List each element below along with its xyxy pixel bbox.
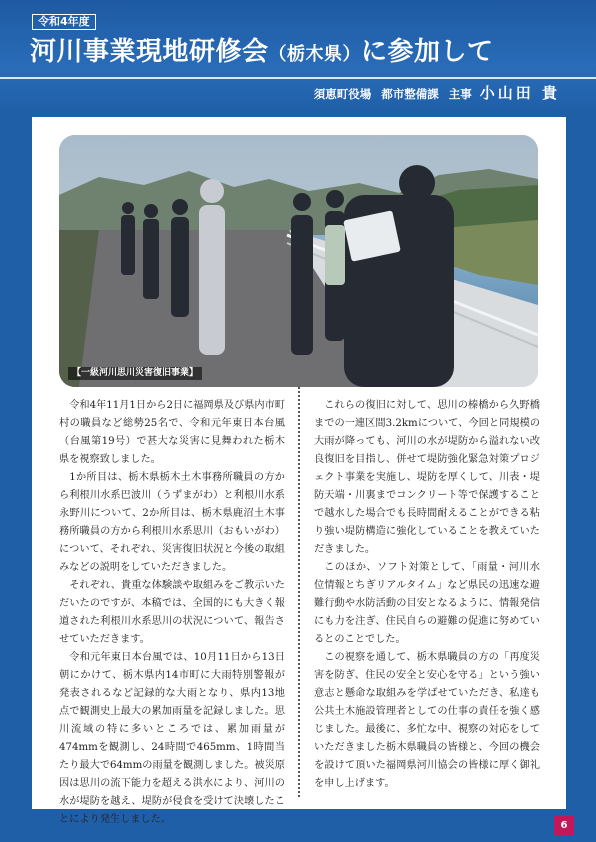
column-divider (298, 387, 300, 797)
author-line (314, 83, 560, 104)
year-badge: 令和4年度 (32, 14, 96, 30)
body-column-right (314, 397, 540, 793)
paragraph: 令和元年東日本台風では、10月11日から13日朝にかけて、栃木県内14市町に大雨特別警報が発表されるなど記録的な大雨となり、県内13地点で観測史上最大の累加雨量を記録しました。思川流域の特に多いところでは、累加雨量が474mmを観測し、24時間で465mm、1時間当たり最大で64mmの雨量を観測しました。被災原因は思川の流下能力を超える洪水により、河川の水が堤防を越え、堤防が侵食を受けて決壊したことにより発生しました。 (59, 652, 285, 825)
header-rule (0, 77, 596, 79)
photo-caption: 【一級河川思川災害復旧事業】 (68, 367, 202, 380)
article-card (32, 117, 566, 825)
paragraph: このほか、ソフト対策として、「雨量・河川水位情報とちぎリアルタイム」など県民の迅速な避難行動や水防活動の目安となるように、情報発信にも力を注ぎ、住民自らの避難の促進に努めているとのことでした。 (314, 562, 540, 645)
photo-illustration (59, 135, 538, 387)
paragraph: 1か所目は、栃木県栃木土木事務所職員の方から利根川水系巴波川（うずまがわ）と利根川水系永野川について、2か所目は、栃木県鹿沼土木事務所職員の方から利根川水系思川（おもいがわ）について、それぞれ、災害復旧状況と今後の取組みなどの説明をしていただきました。 (59, 472, 285, 573)
paragraph: それぞれ、貴重な体験談や取組みをご教示いただいたのですが、本稿では、全国的にも大きく報道された利根川水系思川の状況について、報告させていただきます。 (59, 580, 285, 645)
title-paren: （栃木県） (268, 44, 362, 65)
paragraph: この視察を通して、栃木県職員の方の「再度災害を防ぎ、住民の安全と安心を守る」という強い意志と懸命な取組みを学ばせていただき、私達も公共土木施設管理者としての仕事の責任を強く感じました。最後に、多忙な中、視察の対応をしていただきました栃木県職員の皆様と、今回の機会を設けて頂いた福岡県河川協会の皆様に厚く御礼を申し上げます。 (314, 652, 540, 789)
author-name: 小山田 貴 (479, 84, 560, 102)
title-tail: に参加して (361, 37, 494, 67)
site-visit-photo (59, 135, 538, 387)
author-org: 須恵町役場 (313, 87, 372, 101)
paragraph: これらの復旧に対して、思川の榛橋から久野橋までの一連区間3.2kmについて、今回と同規模の大雨が降っても、河川の水が堤防から溢れない改良復旧を目指し、併せて堤防強化緊急対策プロジェクト事業を実施し、堤防を厚くして、川表・堤防天端・川裏までコンクリート等で保護することで越水した場合でも長時間耐えることができる粘り強い堤防構造に強化していることを教えていただきました。 (314, 400, 540, 555)
author-role: 主事 (448, 87, 472, 101)
page-title (30, 35, 570, 72)
page-header (0, 0, 596, 112)
author-dept: 都市整備課 (381, 87, 439, 101)
paragraph: 令和4年11月1日から2日に福岡県及び県内市町村の職員など総勢25名で、令和元年東日本台風（台風第19号）で甚大な災害に見舞われた栃木県を視察致しました。 (59, 400, 285, 465)
title-main: 河川事業現地研修会 (30, 37, 269, 67)
page-number: 6 (554, 816, 574, 836)
body-column-left (59, 397, 285, 829)
